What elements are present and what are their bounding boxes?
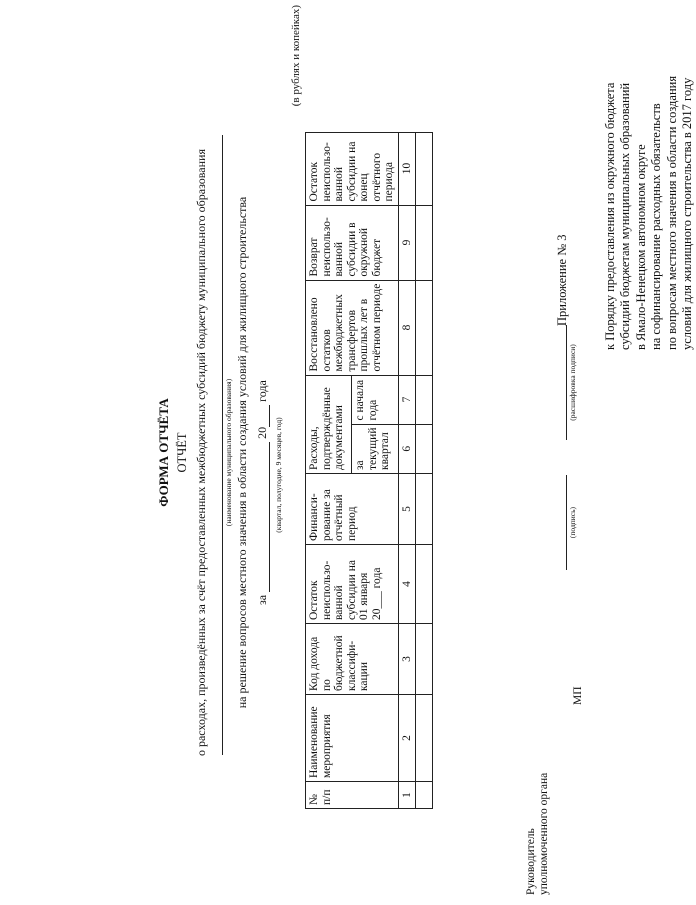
head-line-2: уполномоченного органа: [538, 772, 550, 895]
period-suffix: года: [255, 380, 269, 402]
col-number: 7: [398, 375, 416, 424]
table-row-numbers: [398, 132, 416, 808]
col-number: 10: [398, 132, 416, 205]
table-cell: [416, 424, 433, 473]
appendix-line: на софинансирование расходных обязательств: [649, 103, 663, 350]
period-year-prefix: 20: [255, 426, 269, 439]
appendix-block: [555, 20, 696, 350]
col-number: 5: [398, 474, 416, 545]
header-exp-year: с начала года: [352, 375, 398, 424]
header-num: № п/п: [306, 782, 399, 809]
period-prefix: за: [255, 594, 269, 605]
header-balance-end: Остаток неиспользо-ванной субсидии на конец отчётного периода: [306, 132, 399, 205]
table-cell: [416, 624, 433, 695]
report-word: ОТЧЁТ: [175, 432, 189, 473]
decode-caption: (расшифровка подписи): [568, 344, 577, 421]
caption-period: (квартал, полугодие, 9 месяцев, год): [274, 417, 283, 533]
appendix-number: Приложение № 3: [555, 234, 569, 326]
table-cell: [416, 474, 433, 545]
table-cell: [416, 782, 433, 809]
header-financing: Финанси-рование за отчётный период: [306, 474, 399, 545]
head-signature-label: [525, 773, 551, 895]
appendix-line: условий для жилищного строительства в 2017 году: [680, 77, 694, 350]
appendix-line: по вопросам местного значения в области создания: [664, 75, 679, 350]
col-number: 4: [398, 545, 416, 624]
table-cell: [416, 375, 433, 424]
col-number: 3: [398, 624, 416, 695]
report-table: [305, 132, 433, 809]
table-cell: [416, 280, 433, 375]
report-line-2: на решение вопросов местного значения в области создания условий для жилищного строительства: [235, 196, 249, 709]
signature-decode-line: [566, 325, 567, 440]
table-cell: [416, 132, 433, 205]
header-exp-quarter: за текущий квартал: [352, 424, 398, 473]
col-number: 1: [398, 782, 416, 809]
form-title: ФОРМА ОТЧЁТА: [156, 398, 171, 507]
table-row-empty: [416, 132, 433, 808]
year-blank: [254, 405, 270, 427]
appendix-line: к Порядку предоставления из окружного бюджета: [602, 82, 617, 350]
caption-municipality: (наименование муниципального образования): [224, 378, 233, 527]
sign-caption: (подпись): [568, 506, 577, 539]
header-returned: Возврат неиспользо-ванной субсидии в окружной бюджет: [306, 205, 399, 280]
period-blank: [254, 442, 270, 592]
col-number: 6: [398, 424, 416, 473]
appendix-line: субсидий бюджетам муниципальных образований: [618, 82, 632, 350]
seal-mark: МП: [572, 686, 584, 705]
appendix-line: в Ямало-Ненецком автономном округе: [633, 144, 648, 350]
header-restored: Восстановлено остатков межбюджетных трансфертов прошлых лет в отчётном периоде: [306, 280, 399, 375]
header-code: Код дохода по бюджетной классифи-кации: [306, 624, 399, 695]
table-cell: [416, 545, 433, 624]
col-number: 8: [398, 280, 416, 375]
head-line-1: Руководитель: [525, 828, 537, 895]
table-cell: [416, 695, 433, 782]
col-number: 9: [398, 205, 416, 280]
municipality-blank-line: [222, 135, 223, 755]
header-name: Наименование мероприятия: [306, 695, 399, 782]
col-number: 2: [398, 695, 416, 782]
table-cell: [416, 205, 433, 280]
units-note: (в рублях и копейках): [290, 5, 302, 107]
report-line-1: о расходах, произведённых за счёт предоставленных межбюджетных субсидий бюджету муниципального образования: [194, 149, 208, 757]
header-balance-start: Остаток неиспользо-ванной субсидии на 01 января 20___ года: [306, 545, 399, 624]
period-line: [254, 380, 270, 605]
signature-line: [566, 475, 567, 570]
header-expenses: Расходы, подтверждённые документами: [306, 375, 352, 473]
